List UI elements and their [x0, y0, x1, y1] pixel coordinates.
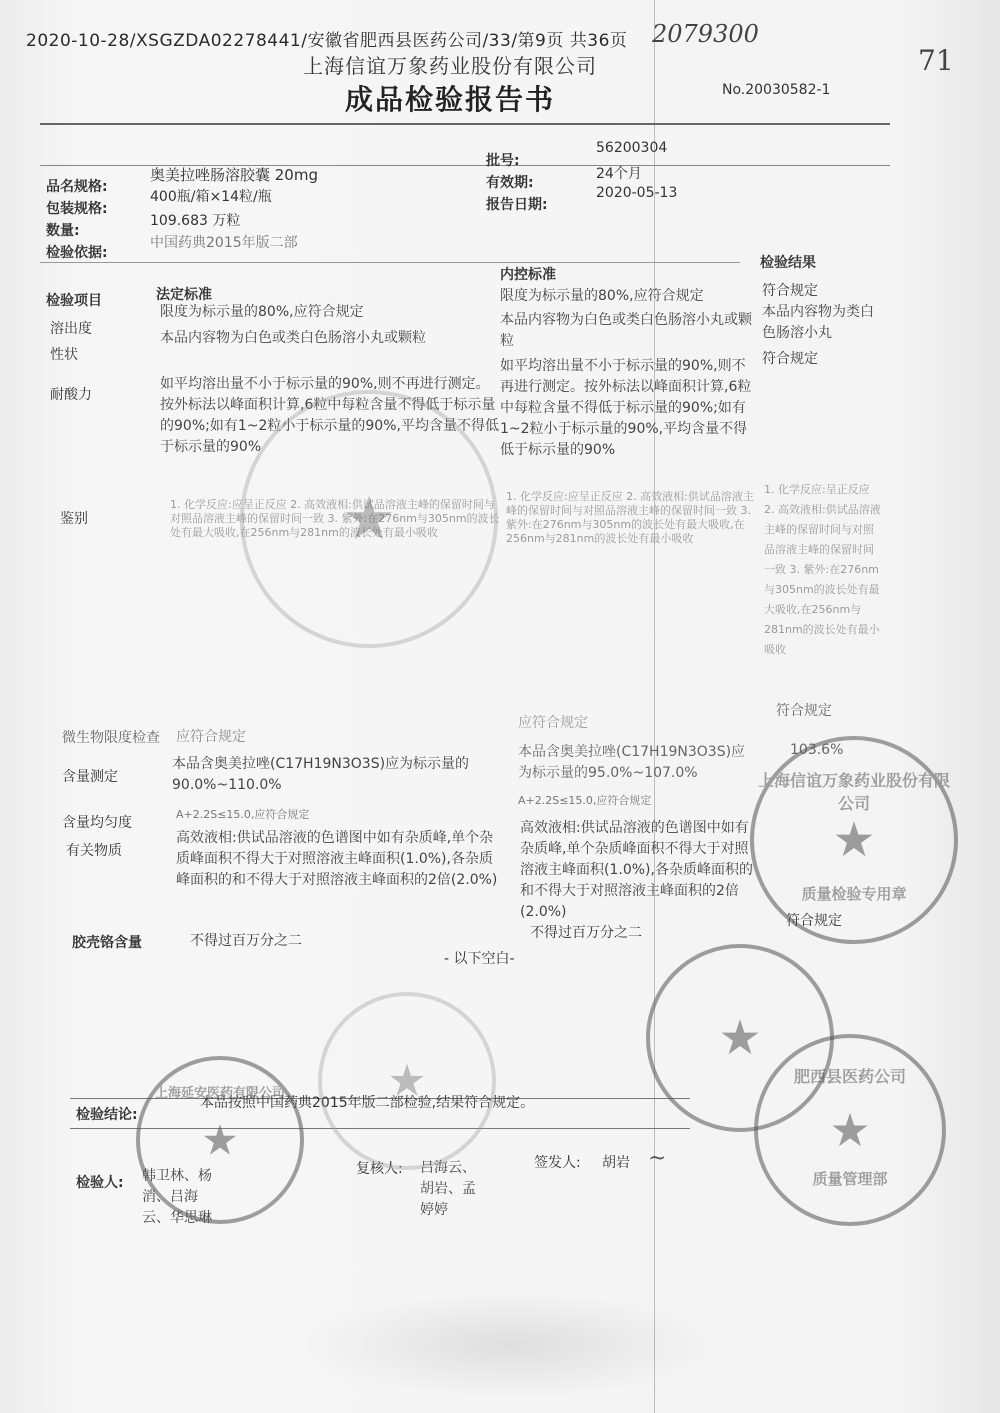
basis-value: 中国药典2015年版二部 [150, 235, 298, 251]
row-internal: 本品内容物为白色或类白色肠溶小丸或颗粒 [500, 312, 752, 349]
row-legal: 限度为标示量的80%,应符合规定 [160, 304, 364, 320]
row-item: 微生物限度检查 [62, 730, 160, 746]
report-title: 成品检验报告书 [344, 83, 555, 116]
row-result: 符合规定 [762, 283, 818, 299]
row-internal: 应符合规定 [518, 715, 588, 731]
inspector-names: 韩卫林、杨消、吕海云、华思琳 [142, 1168, 212, 1226]
star-icon: ★ [718, 1010, 762, 1066]
buyer-stamp-sub: 质量管理部 [812, 1169, 888, 1188]
quantity-value: 109.683 万粒 [150, 213, 241, 229]
qa-stamp-upper [240, 390, 498, 648]
issuer-signature-scribble: ~ [648, 1146, 667, 1171]
row-internal: 1. 化学反应:应呈正反应 2. 高效液相:供试品溶液主峰的保留时间与对照品溶液主峰的保留时间一致 3. 紫外:在276nm与305nm的波长处有最大吸收,在256nm与281nm的波长处有最小吸收 [506, 490, 754, 545]
left-stamp [136, 1056, 304, 1224]
qa-stamp-sub: 质量检验专用章 [801, 885, 907, 903]
report-date-label: 报告日期: [486, 197, 548, 213]
row-internal: 高效液相:供试品溶液的色谱图中如有杂质峰,单个杂质峰面积不得大于对照溶液主峰面积(1.0%),各杂质峰面积的和不得大于对照溶液主峰面积的2倍(2.0%) [520, 820, 753, 920]
row-item: 胶壳铬含量 [72, 935, 142, 951]
row-internal: 限度为标示量的80%,应符合规定 [500, 288, 704, 304]
info-rule-bottom [40, 262, 740, 263]
scan-smudge [300, 1290, 720, 1400]
col-legal-header: 法定标准 [156, 287, 212, 303]
left-stamp-text: 上海延安医药有限公司 [154, 1086, 285, 1102]
row-legal: 不得过百万分之二 [190, 933, 302, 949]
row-result: 符合规定 [776, 703, 832, 719]
conclusion-text: 本品按照中国药典2015年版二部检验,结果符合规定。 [200, 1095, 535, 1111]
row-result: 1. 化学反应:呈正反应 2. 高效液相:供试品溶液主峰的保留时间与对照品溶液主峰的保留时间一致 3. 紫外:在276nm与305nm的波长处有最大吸收,在256nm与281nm的波长处有最小吸收 [764, 483, 881, 656]
row-result: 103.6% [790, 742, 844, 758]
row-item: 鉴别 [60, 511, 88, 527]
header-rule [40, 123, 890, 125]
name-value: 奥美拉唑肠溶胶囊 20mg [150, 166, 318, 184]
reviewer-names: 吕海云、胡岩、孟婷婷 [420, 1160, 476, 1218]
row-item: 含量均匀度 [62, 815, 132, 831]
col-item-header: 检验项目 [46, 293, 102, 309]
reviewer-stamp [318, 992, 496, 1170]
batch-label: 批号: [486, 153, 520, 169]
row-legal: 高效液相:供试品溶液的色谱图中如有杂质峰,单个杂质峰面积不得大于对照溶液主峰面积(1.0%),各杂质峰面积的和不得大于对照溶液主峰面积的2倍(2.0%) [176, 830, 498, 888]
package-value: 400瓶/箱×14粒/瓶 [150, 189, 272, 205]
row-item: 有关物质 [66, 843, 122, 859]
handwritten-number: 2079300 [652, 20, 759, 48]
quantity-label: 数量: [46, 223, 80, 239]
row-internal: 不得过百万分之二 [530, 925, 642, 941]
col-result-header: 检验结果 [760, 255, 816, 271]
report-date-value: 2020-05-13 [596, 185, 678, 201]
star-icon: ★ [387, 1055, 427, 1107]
row-internal: A+2.2S≤15.0,应符合规定 [518, 794, 652, 807]
validity-label: 有效期: [486, 175, 534, 191]
fax-header-line: 2020-10-28/XSGZDA02278441/安徽省肥西县医药公司/33/第9页 共36页 [26, 31, 628, 51]
star-icon: ★ [342, 484, 396, 554]
conclusion-label: 检验结论: [76, 1107, 138, 1123]
buyer-stamp-text: 肥西县医药公司 [793, 1066, 906, 1086]
row-result: 符合规定 [762, 351, 818, 367]
batch-value: 56200304 [596, 140, 668, 156]
star-icon: ★ [201, 1115, 239, 1165]
row-item: 耐酸力 [50, 387, 92, 403]
buyer-stamp [754, 1034, 946, 1226]
star-icon: ★ [829, 1103, 871, 1157]
report-number: No.20030582-1 [722, 82, 831, 98]
package-label: 包装规格: [46, 201, 108, 217]
row-legal: 本品含奥美拉唑(C17H19N3O3S)应为标示量的90.0%~110.0% [172, 756, 470, 793]
company-name: 上海信谊万象药业股份有限公司 [303, 54, 597, 78]
basis-label: 检验依据: [46, 245, 108, 261]
col-internal-header: 内控标准 [500, 267, 556, 283]
blank-below-note: - 以下空白- [444, 951, 515, 967]
row-legal: 本品内容物为白色或类白色肠溶小丸或颗粒 [160, 330, 426, 346]
name-label: 品名规格: [46, 179, 108, 195]
star-icon: ★ [832, 812, 876, 868]
row-internal: 如平均溶出量不小于标示量的90%,则不再进行测定。按外标法以峰面积计算,6粒中每粒含量不得低于标示量的90%;如有1~2粒小于标示量的90%,平均含量不得低于标示量的90% [500, 358, 752, 458]
row-internal: 本品含奥美拉唑(C17H19N3O3S)应为标示量的95.0%~107.0% [518, 744, 746, 781]
issuer-name: 胡岩 [602, 1155, 630, 1171]
qa-stamp-right [750, 736, 958, 944]
row-result: 本品内容物为类白色肠溶小丸 [762, 304, 874, 341]
row-item: 溶出度 [50, 321, 92, 337]
qa-stamp-text: 上海信谊万象药业股份有限公司 [757, 771, 950, 813]
row-result: 符合规定 [786, 913, 842, 929]
handwritten-corner-number: 71 [918, 44, 954, 77]
row-legal: A+2.2S≤15.0,应符合规定 [176, 808, 310, 821]
row-legal: 如平均溶出量不小于标示量的90%,则不再进行测定。按外标法以峰面积计算,6粒中每粒含量不得低于标示量的90%;如有1~2粒小于标示量的90%,平均含量不得低于标示量的90% [160, 376, 499, 455]
row-item: 性状 [50, 347, 78, 363]
row-item: 含量测定 [62, 769, 118, 785]
inspector-label: 检验人: [76, 1175, 124, 1191]
reviewer-label: 复核人: [356, 1161, 403, 1177]
issuer-label: 签发人: [534, 1155, 581, 1171]
row-legal: 应符合规定 [176, 729, 246, 745]
fold-line [654, 0, 655, 1413]
row-legal: 1. 化学反应:应呈正反应 2. 高效液相:供试品溶液主峰的保留时间与对照品溶液主峰的保留时间一致 3. 紫外:在276nm与305nm的波长处有最大吸收,在256nm与281nm的波长处有最小吸收 [170, 498, 500, 539]
validity-value: 24个月 [596, 166, 642, 182]
